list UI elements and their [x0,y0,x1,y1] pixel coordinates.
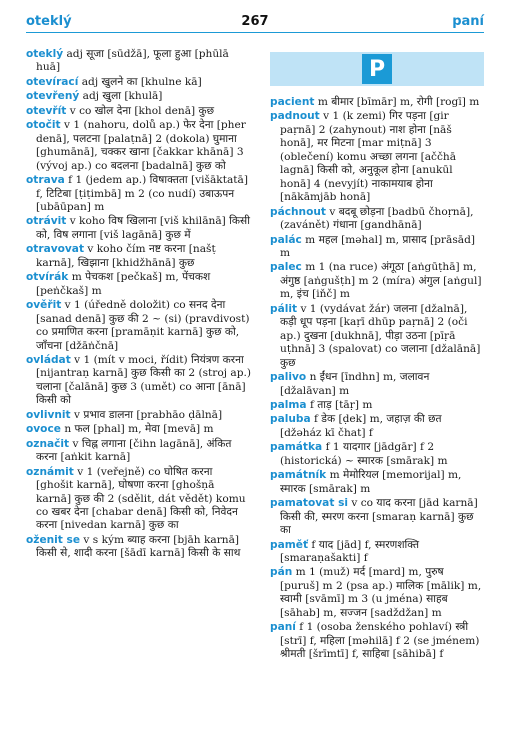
entry-definition: v 1 (mít v moci, řídit) नियंत्रण करना [nijantraṇ karnā] कुछ किसी का 2 (stroj ap.) चलाना [čalānā] कुछ 3 (umět) co आना [ānā] किसी को [36,353,251,407]
entry-definition: v 1 (veřejně) co घोषित करना [ghošit karnā], घोषणा करना [ghošṇā karnā] कुछ की 2 (sdělit, dát vědět) komu co खबर देना [chabar denā] किसी को, निवेदन करना [nivedan karnā] कुछ का [36,465,246,532]
page-number: 267 [241,14,269,29]
section-letter: P [362,54,392,84]
dictionary-entry [270,566,484,620]
dictionary-entry [26,174,252,214]
entry-headword: ovládat [26,353,71,366]
entry-headword: oznámit [26,465,74,478]
dictionary-entry [26,271,252,298]
entry-definition: v बदबू छोड़ना [badbū čhoṛnā], (zavánět) गंधाना [gandhānā] [280,205,474,232]
left-column [26,48,252,743]
dictionary-entry [270,110,484,204]
entry-headword: otravovat [26,243,85,256]
entry-headword: památka [270,441,323,454]
entry-definition: m 1 (muž) मर्द [mard] m, पुरुष [puruš] m 2 (psa ap.) मालिक [mālik] m, स्वामी [svāmī] m 3 (u jména) साहब [sāhab] m, सज्जन [sadždžan] m [280,566,482,619]
header-right-guide-word: paní [452,14,484,29]
dictionary-entry [270,441,484,468]
entry-headword: palma [270,398,307,411]
header-left-guide-word: oteklý [26,14,72,29]
entry-headword: ovoce [26,423,61,436]
entry-headword: pán [270,566,293,579]
entry-headword: otrávit [26,215,67,228]
right-column-entries [270,96,484,662]
dictionary-entry [270,234,484,261]
entry-headword: ověřit [26,299,62,312]
entry-definition: m महल [məhal] m, प्रासाद [prāsād] m [280,233,475,259]
entry-definition: v koho čím नष्ट करना [našṭ karnā], खिझाना [khidžhānā] कुछ [36,243,216,269]
entry-definition: f ताड़ [tāṛ] m [309,398,373,411]
entry-definition: m मेमोरियल [memorijal] m, स्मारक [smārak] m [280,469,462,495]
dictionary-entry [26,243,252,270]
dictionary-entry [26,354,252,408]
entry-headword: otočit [26,119,61,132]
dictionary-entry [270,497,484,537]
entry-definition: v koho विष खिलाना [viš khilānā] किसी को, विष लगाना [viš lagānā] कुछ में [36,215,250,241]
dictionary-entry [270,206,484,233]
entry-definition: m बीमार [bīmār] m, रोगी [rogī] m [317,96,480,108]
dictionary-entry [26,119,252,173]
entry-definition: v चिह्न लगाना [čihn lagānā], अंकित करना [aṅkit karnā] [36,437,232,464]
entry-headword: palác [270,233,302,246]
entry-headword: paměť [270,538,309,551]
dictionary-entry [26,90,252,103]
dictionary-entry [270,469,484,496]
entry-definition: f 1 (osoba ženského pohlaví) स्त्री [strī] f, महिला [məhilā] f 2 (se jménem) श्रीमती [šrīmtī] f, साहिबा [sāhibā] f [280,621,480,661]
entry-headword: otrava [26,174,65,187]
entry-headword: pálit [270,302,298,315]
entry-definition: f डेक [ḍek] m, जहाज़ की छत [džəház kī čhat] f [280,413,442,439]
entry-headword: otevírací [26,75,79,88]
entry-headword: paní [270,621,296,634]
dictionary-entry [270,399,484,412]
dictionary-entry [26,76,252,89]
entry-headword: páchnout [270,205,326,218]
entry-definition: v 1 (nahoru, dolů ap.) फेर देना [pher denā], पलटना [palaṭnā] 2 (dokola) घुमाना [ghumānā], चक्कर खाना [čakkar khānā] 3 (vývoj ap.) co बदलना [badalnā] कुछ को [36,119,246,172]
entry-definition: v s kým ब्याह करना [bjāh karnā] किसी से, शादी करना [šādī karnā] किसी के साथ [36,533,241,560]
entry-headword: pamatovat si [270,497,349,510]
dictionary-entry [270,413,484,440]
entry-headword: oženit se [26,533,81,546]
entry-definition: v 1 (k zemi) गिर पड़ना [gir paṛnā] 2 (zahynout) नाश होना [nāš honā], मर मिटना [mar miṭnā] 3 (oblečení) komu अच्छा लगना [aččhā lagnā] किसी को, अनुकूल होना [anukūl honā] 4 (nevyjít) नाकामयाब होना [nākāmjāb honā] [280,110,457,204]
entry-definition: n ईंधन [īndhn] m, जलावन [džalāvan] m [280,371,430,397]
entry-headword: otevřít [26,104,67,117]
right-column [270,48,484,743]
entry-definition: adj सूजा [sūdžā], फूला हुआ [phūlā huā] [36,48,229,74]
dictionary-entry [270,621,484,661]
entry-definition: v प्रभाव डालना [prabhāo ḍālnā] [73,408,223,421]
entry-headword: označit [26,437,70,450]
entry-definition: v 1 (vydávat žár) जलना [džalnā], कड़ी धूप पड़ना [kaṛī dhūp paṛnā] 2 (oči ap.) दुखना [dukhnā], पीड़ा उठना [pīṛā uṭhnā] 3 (spalovat) co जलाना [džalānā] कुछ [280,302,481,369]
entry-definition: adj खुलने का [khulne kā] [81,75,202,88]
dictionary-entry [270,261,484,301]
dictionary-entry [26,299,252,353]
dictionary-entry [26,105,252,118]
dictionary-entry [270,303,484,370]
entry-headword: padnout [270,110,320,123]
entry-headword: oteklý [26,48,64,60]
entry-definition: f 1 (jedem ap.) विषाक्तता [višāktatā] f, टिटिबा [ṭiṭimbā] m 2 (co nudí) उबाऊपन [ubāūpan] m [36,174,248,213]
dictionary-entry [26,409,252,422]
entry-headword: památník [270,469,327,482]
entry-headword: ovlivnit [26,408,71,421]
entry-definition: v 1 (úředně doložit) co सनद देना [sanad denā] कुछ की 2 ~ (si) (pravdivost) co प्रमाणित करना [pramāṇit karnā] कुछ को, जाँचना [džāṅčnā] [36,299,250,352]
dictionary-entry [270,371,484,398]
dictionary-entry [26,466,252,533]
entry-definition: m पेचकश [pečkaš] m, पेंचकश [peṅčkaš] m [36,271,211,297]
entry-headword: pacient [270,96,315,108]
entry-definition: adj खुला [khulā] [82,90,163,103]
dictionary-entry [26,423,252,436]
section-letter-banner [270,52,484,86]
entry-headword: otvírák [26,271,69,284]
entry-headword: palec [270,261,302,274]
entry-definition: v co खोल देना [khol denā] कुछ [69,104,215,117]
entry-definition: m 1 (na ruce) अंगूठा [aṅgūṭhā] m, अंगुष्ठ [aṅgušṭh] m 2 (míra) अंगुल [aṅgul] m, इंच [iňč] m [280,261,482,301]
entry-definition: v co याद करना [jād karnā] किसी की, स्मरण करना [smaraṇ karnā] कुछ का [280,497,478,537]
entry-headword: palivo [270,371,307,384]
entry-definition: f याद [jād] f, स्मरणशक्ति [smaraṇašakti] f [280,538,419,564]
entry-headword: paluba [270,413,311,426]
dictionary-entry [26,215,252,242]
entry-definition: f 1 यादगार [jādgār] f 2 (historická) ~ स्मारक [smārak] m [280,441,448,467]
dictionary-entry [26,438,252,465]
dictionary-entry [270,96,484,109]
entry-headword: otevřený [26,90,80,103]
page-header [26,8,484,33]
dictionary-entry [270,539,484,566]
dictionary-entry [26,534,252,561]
entry-definition: n फल [phal] m, मेवा [mevā] m [64,423,214,436]
dictionary-entry [26,48,252,75]
